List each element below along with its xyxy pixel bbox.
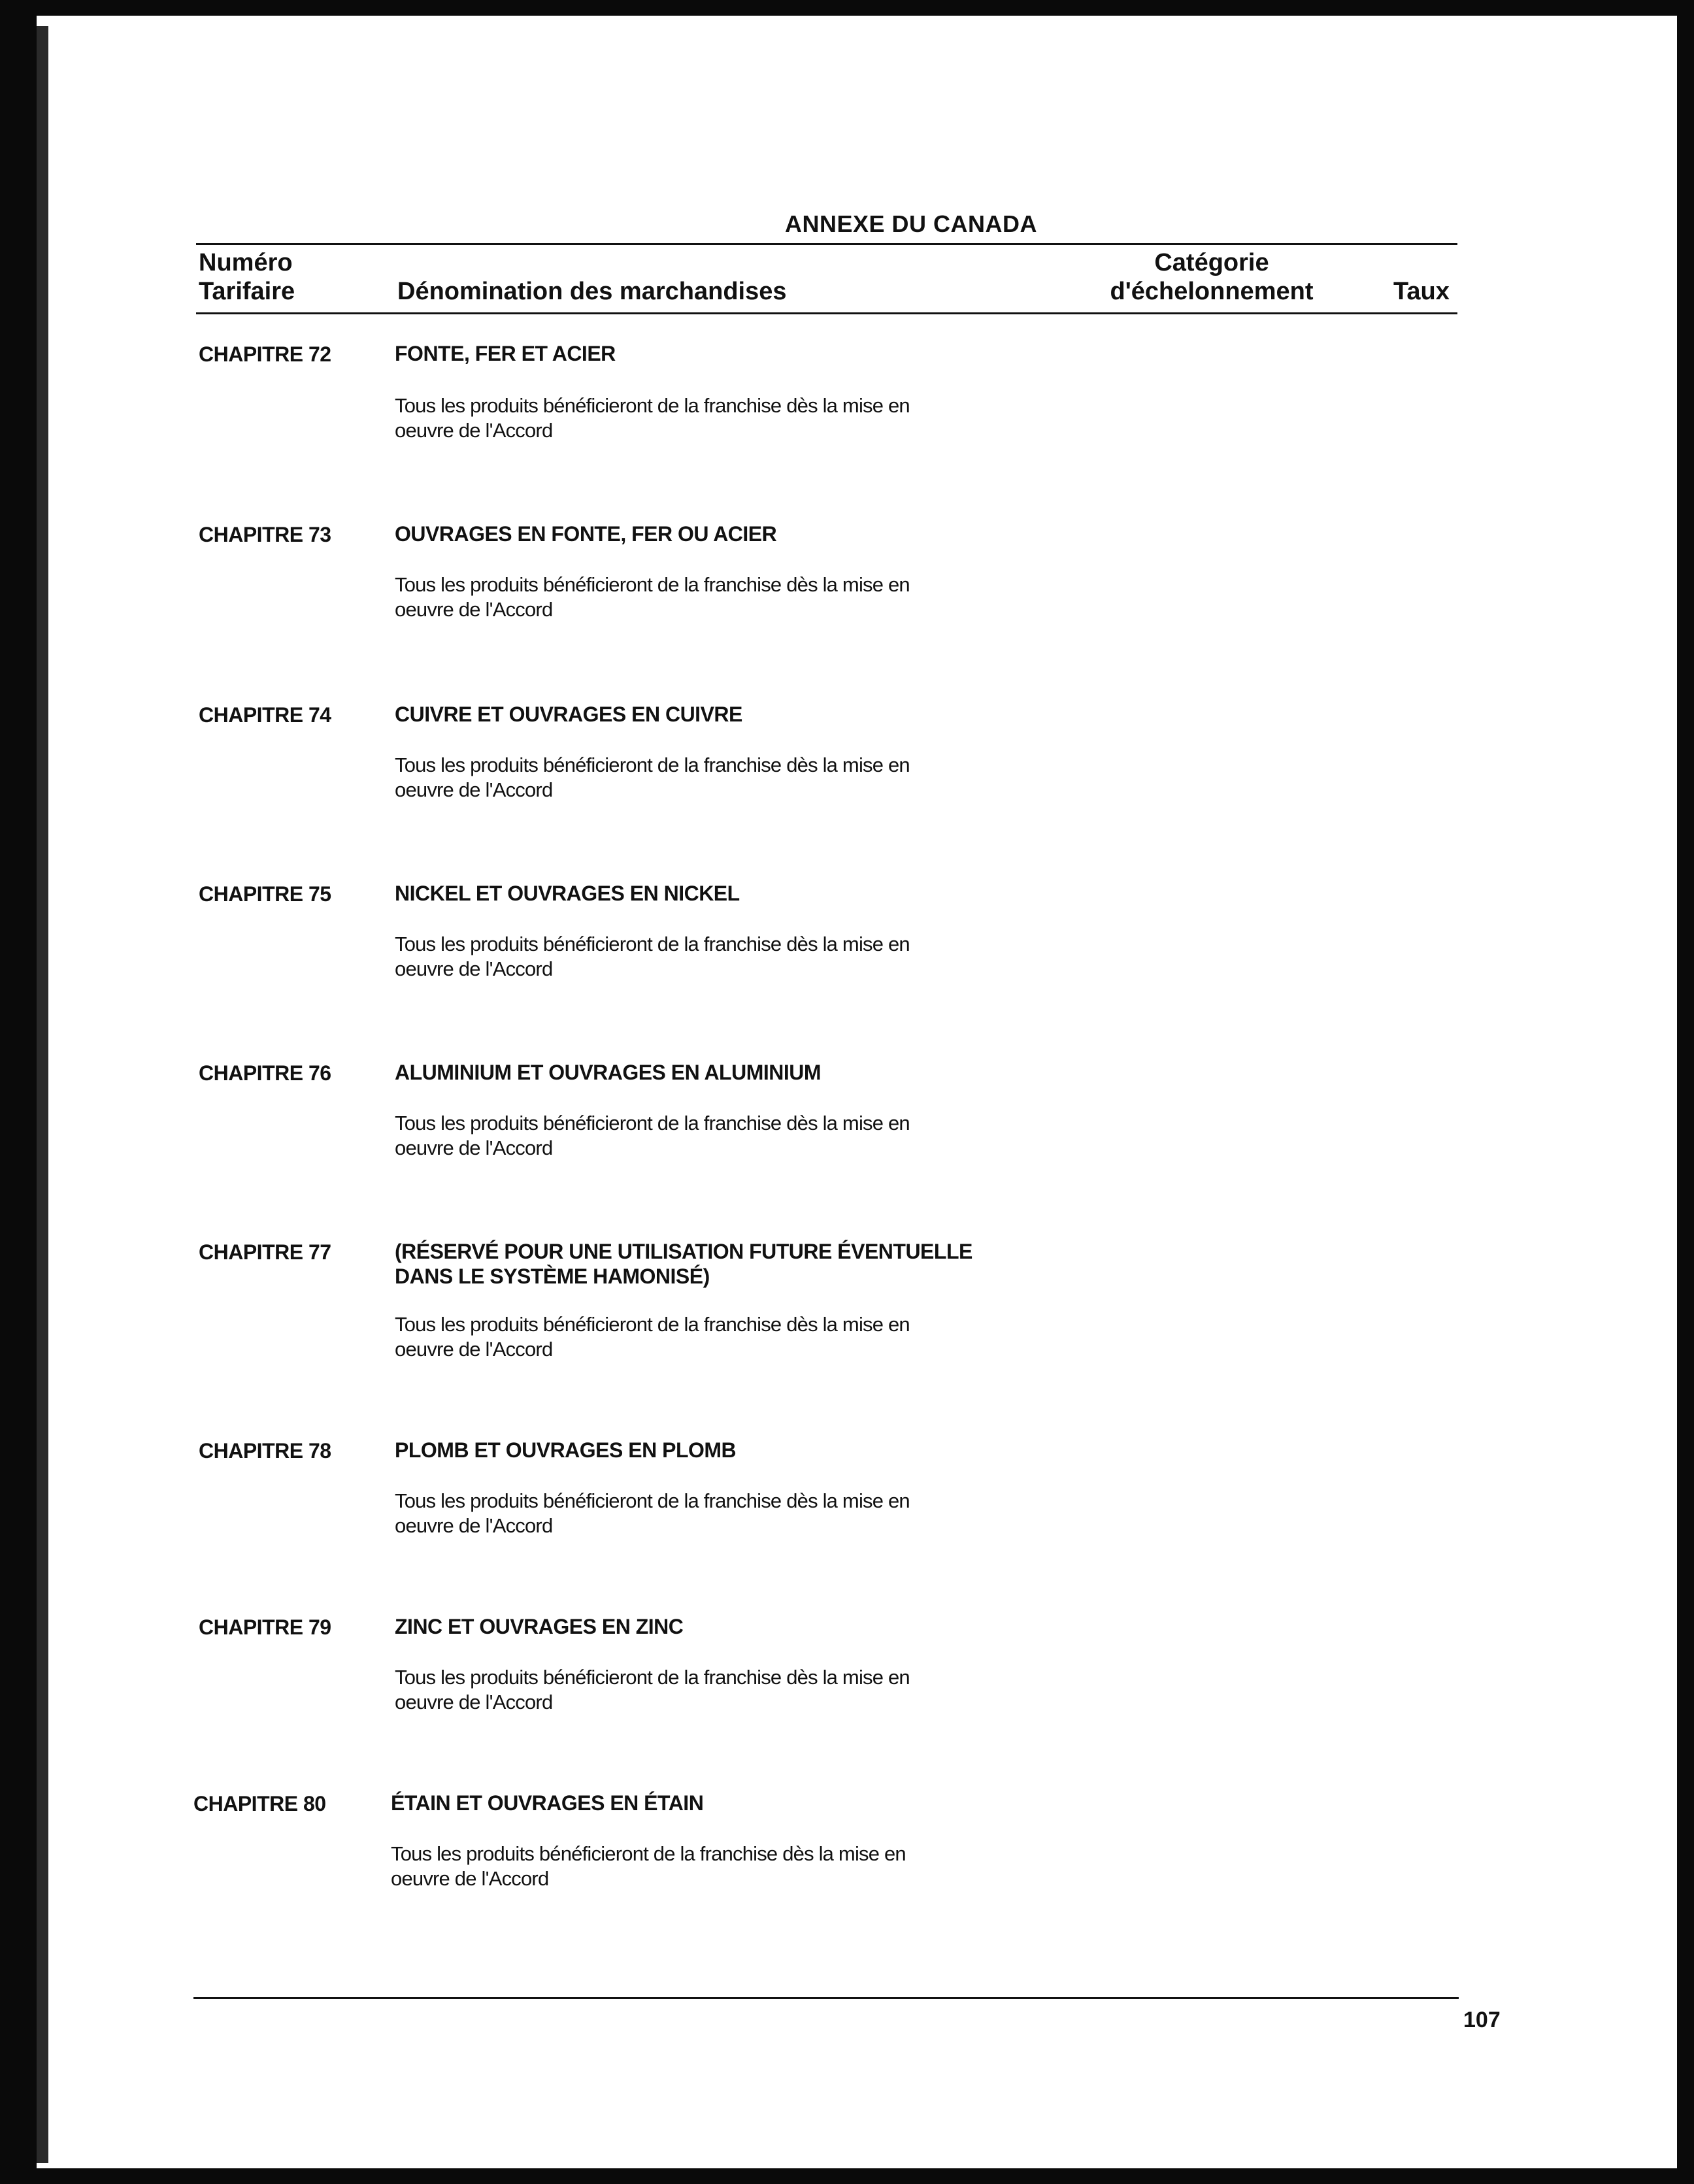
chapter-label: CHAPITRE 72 — [199, 342, 331, 366]
chapter-description-line2: oeuvre de l'Accord — [395, 598, 553, 621]
footer-rule — [193, 1997, 1459, 1999]
chapter-title: OUVRAGES EN FONTE, FER OU ACIER — [395, 522, 777, 546]
chapter-description — [395, 393, 1048, 443]
chapter-label: CHAPITRE 74 — [199, 703, 331, 727]
column-header-category — [1074, 248, 1349, 306]
scan-border-right — [1677, 0, 1694, 2184]
chapter-description-line1: Tous les produits bénéficieront de la franchise dès la mise en — [395, 933, 910, 955]
chapter-title: CUIVRE ET OUVRAGES EN CUIVRE — [395, 703, 742, 726]
chapter-description — [391, 1842, 1044, 1891]
chapter-label: CHAPITRE 80 — [193, 1792, 326, 1815]
chapter-title — [395, 1239, 1061, 1289]
chapter-description — [395, 932, 1048, 982]
chapter-description-line1: Tous les produits bénéficieront de la franchise dès la mise en — [395, 1489, 910, 1512]
chapter-description-line1: Tous les produits bénéficieront de la franchise dès la mise en — [395, 1313, 910, 1336]
chapter-title: ALUMINIUM ET OUVRAGES EN ALUMINIUM — [395, 1061, 822, 1084]
header-bottom-rule — [196, 312, 1457, 314]
page-number: 107 — [1463, 2008, 1501, 2032]
column-header-category-line2: d'échelonnement — [1110, 278, 1314, 305]
column-header-rate: Taux — [1393, 278, 1450, 305]
scan-border-bottom — [0, 2168, 1694, 2184]
chapter-label: CHAPITRE 75 — [199, 882, 331, 906]
chapter-label: CHAPITRE 77 — [199, 1240, 331, 1264]
chapter-title-line2: DANS LE SYSTÈME HAMONISÉ) — [395, 1265, 710, 1288]
chapter-description-line2: oeuvre de l'Accord — [395, 1338, 553, 1361]
chapter-description-line2: oeuvre de l'Accord — [395, 778, 553, 801]
chapter-description-line1: Tous les produits bénéficieront de la franchise dès la mise en — [395, 573, 910, 596]
chapter-description-line1: Tous les produits bénéficieront de la franchise dès la mise en — [391, 1842, 906, 1865]
chapter-label: CHAPITRE 79 — [199, 1615, 331, 1639]
column-header-category-line1: Catégorie — [1154, 249, 1269, 276]
document-page — [48, 16, 1677, 2168]
chapter-title: ZINC ET OUVRAGES EN ZINC — [395, 1615, 684, 1638]
chapter-description-line2: oeuvre de l'Accord — [395, 1691, 553, 1713]
chapter-description — [395, 1489, 1048, 1538]
chapter-description — [395, 1312, 1048, 1362]
column-header-tariff-line2: Tarifaire — [199, 278, 295, 305]
chapter-description — [395, 572, 1048, 622]
column-header-tariff-line1: Numéro — [199, 249, 293, 276]
scan-border-left — [0, 0, 37, 2184]
chapter-description-line2: oeuvre de l'Accord — [395, 1514, 553, 1537]
document-title: ANNEXE DU CANADA — [784, 210, 1038, 237]
column-header-description: Dénomination des marchandises — [397, 278, 787, 305]
chapter-label: CHAPITRE 78 — [199, 1439, 331, 1463]
chapter-label: CHAPITRE 73 — [199, 523, 331, 546]
chapter-title-line1: (RÉSERVÉ POUR UNE UTILISATION FUTURE ÉVENTUELLE — [395, 1240, 972, 1263]
header-top-rule — [196, 243, 1457, 245]
chapter-description-line1: Tous les produits bénéficieront de la franchise dès la mise en — [395, 394, 910, 417]
chapter-description — [395, 753, 1048, 802]
chapter-description-line2: oeuvre de l'Accord — [391, 1867, 549, 1890]
chapter-label: CHAPITRE 76 — [199, 1061, 331, 1085]
chapter-description-line1: Tous les produits bénéficieront de la franchise dès la mise en — [395, 753, 910, 776]
column-header-tariff — [199, 248, 295, 306]
chapter-description — [395, 1665, 1048, 1715]
chapter-description-line2: oeuvre de l'Accord — [395, 1136, 553, 1159]
chapter-description-line2: oeuvre de l'Accord — [395, 419, 553, 442]
scan-border-top — [0, 0, 1694, 16]
chapter-description-line2: oeuvre de l'Accord — [395, 957, 553, 980]
chapter-title: ÉTAIN ET OUVRAGES EN ÉTAIN — [391, 1791, 704, 1815]
chapter-description-line1: Tous les produits bénéficieront de la franchise dès la mise en — [395, 1112, 910, 1134]
chapter-title: NICKEL ET OUVRAGES EN NICKEL — [395, 882, 740, 905]
chapter-description — [395, 1111, 1048, 1161]
chapter-title: FONTE, FER ET ACIER — [395, 342, 616, 365]
scan-border-left-shadow — [37, 26, 48, 2163]
chapter-title: PLOMB ET OUVRAGES EN PLOMB — [395, 1438, 737, 1462]
chapter-description-line1: Tous les produits bénéficieront de la franchise dès la mise en — [395, 1666, 910, 1689]
